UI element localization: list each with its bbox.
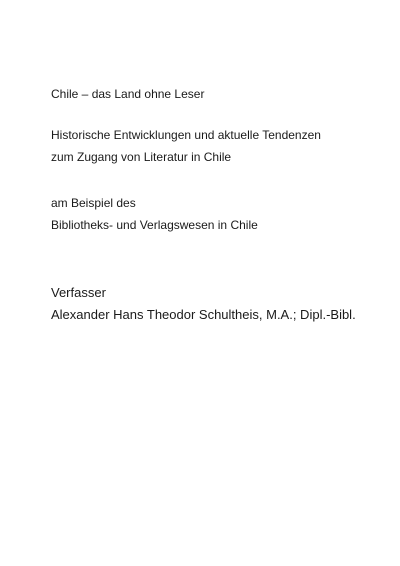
subtitle-line-1: Historische Entwicklungen und aktuelle Tendenzen: [51, 128, 321, 142]
author-label: Verfasser: [51, 285, 106, 300]
author-name: Alexander Hans Theodor Schultheis, M.A.; Dipl.-Bibl.: [51, 307, 356, 322]
example-line-1: am Beispiel des: [51, 196, 136, 210]
subtitle-line-2: zum Zugang von Literatur in Chile: [51, 150, 232, 164]
document-title: Chile – das Land ohne Leser: [51, 87, 205, 101]
example-line-2: Bibliotheks- und Verlagswesen in Chile: [51, 218, 258, 232]
